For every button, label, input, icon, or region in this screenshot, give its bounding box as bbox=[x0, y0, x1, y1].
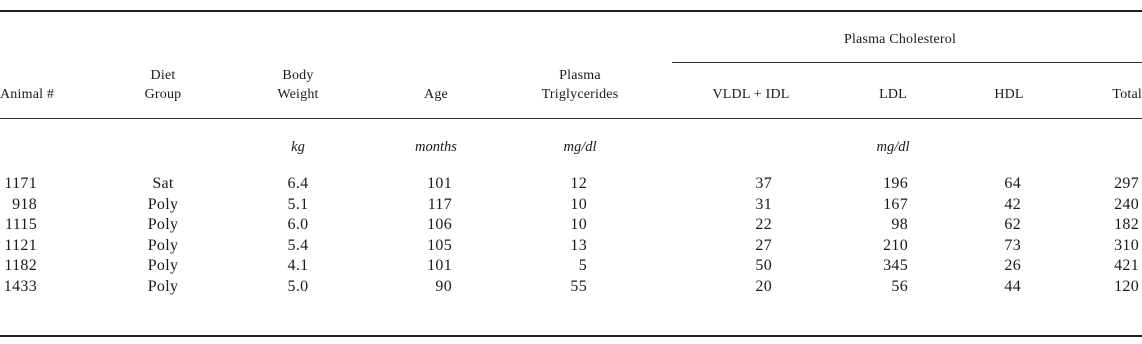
cell-ldl: 167 bbox=[883, 195, 908, 213]
cell-animal: 918 bbox=[12, 195, 37, 213]
cell-vldl-idl: 20 bbox=[755, 277, 772, 295]
col-header-total: Total bbox=[1112, 87, 1142, 102]
cell-hdl: 73 bbox=[1004, 236, 1021, 254]
cell-hdl: 62 bbox=[1004, 216, 1021, 233]
col-header-hdl: HDL bbox=[994, 87, 1024, 102]
cell-diet-group: Poly bbox=[147, 195, 179, 213]
cell-vldl-idl: 50 bbox=[755, 257, 772, 274]
cell-animal: 1433 bbox=[3, 277, 37, 295]
cell-body-weight: 4.1 bbox=[287, 257, 309, 274]
cell-ldl: 56 bbox=[891, 277, 908, 295]
cell-ldl: 196 bbox=[883, 175, 908, 192]
col-header-ldl: LDL bbox=[879, 87, 907, 102]
cell-triglycerides: 10 bbox=[570, 195, 587, 213]
col-header-animal: Animal # bbox=[0, 87, 55, 102]
header-bottom-rule bbox=[0, 118, 1142, 119]
col-header-age: Age bbox=[424, 87, 448, 102]
plasma-cholesterol-header: Plasma Cholesterol bbox=[843, 32, 957, 47]
cell-triglycerides: 10 bbox=[570, 216, 587, 233]
col-header-triglycerides-line1: Plasma bbox=[559, 68, 601, 83]
col-header-diet-line1: Diet bbox=[150, 68, 176, 83]
cell-total: 182 bbox=[1114, 216, 1139, 233]
plasma-cholesterol-rule bbox=[672, 62, 1142, 63]
cell-diet-group: Poly bbox=[147, 216, 179, 233]
cell-body-weight: 5.1 bbox=[287, 195, 309, 213]
unit-cholesterol: mg/dl bbox=[876, 139, 910, 155]
cell-total: 240 bbox=[1114, 195, 1139, 213]
cell-age: 106 bbox=[427, 216, 452, 233]
cell-total: 120 bbox=[1114, 277, 1139, 295]
cell-ldl: 210 bbox=[883, 236, 908, 254]
cell-vldl-idl: 31 bbox=[755, 195, 772, 213]
cell-animal: 1182 bbox=[4, 257, 37, 274]
cell-body-weight: 6.4 bbox=[287, 175, 309, 192]
col-header-triglycerides-line2: Triglycerides bbox=[541, 87, 619, 102]
col-header-vldl-idl: VLDL + IDL bbox=[712, 87, 790, 102]
cell-total: 421 bbox=[1114, 257, 1139, 274]
cell-triglycerides: 5 bbox=[578, 257, 587, 274]
cell-animal: 1171 bbox=[4, 175, 37, 192]
table-bottom-rule bbox=[0, 335, 1142, 337]
cell-vldl-idl: 27 bbox=[755, 236, 772, 254]
cell-diet-group: Poly bbox=[147, 277, 179, 295]
cell-age: 105 bbox=[427, 236, 452, 254]
cell-diet-group: Poly bbox=[147, 257, 179, 274]
table-top-rule bbox=[0, 10, 1142, 12]
cell-body-weight: 5.4 bbox=[287, 236, 309, 254]
cell-hdl: 44 bbox=[1004, 277, 1021, 295]
cell-hdl: 26 bbox=[1004, 257, 1021, 274]
cell-vldl-idl: 37 bbox=[755, 175, 772, 192]
col-header-weight-line1: Body bbox=[282, 68, 314, 83]
cell-diet-group: Poly bbox=[147, 236, 179, 254]
cell-ldl: 98 bbox=[891, 216, 908, 233]
cell-animal: 1115 bbox=[4, 216, 37, 233]
cell-total: 310 bbox=[1114, 236, 1139, 254]
cell-body-weight: 5.0 bbox=[287, 277, 309, 295]
cell-triglycerides: 13 bbox=[570, 236, 587, 254]
cell-hdl: 42 bbox=[1004, 195, 1021, 213]
cell-diet-group: Sat bbox=[152, 175, 174, 192]
cell-vldl-idl: 22 bbox=[755, 216, 772, 233]
cell-body-weight: 6.0 bbox=[287, 216, 309, 233]
col-header-weight-line2: Weight bbox=[277, 87, 319, 102]
cell-age: 101 bbox=[427, 257, 452, 274]
cell-age: 117 bbox=[427, 195, 452, 213]
col-header-diet-line2: Group bbox=[144, 87, 182, 102]
cell-ldl: 345 bbox=[883, 257, 908, 274]
cell-hdl: 64 bbox=[1004, 175, 1021, 192]
cell-age: 101 bbox=[427, 175, 452, 192]
unit-triglycerides: mg/dl bbox=[563, 139, 597, 155]
unit-age: months bbox=[415, 139, 457, 155]
cell-triglycerides: 55 bbox=[570, 277, 587, 295]
cell-animal: 1121 bbox=[4, 236, 37, 254]
cell-age: 90 bbox=[435, 277, 452, 295]
unit-weight: kg bbox=[291, 139, 305, 155]
cell-total: 297 bbox=[1114, 175, 1139, 192]
cell-triglycerides: 12 bbox=[570, 175, 587, 192]
